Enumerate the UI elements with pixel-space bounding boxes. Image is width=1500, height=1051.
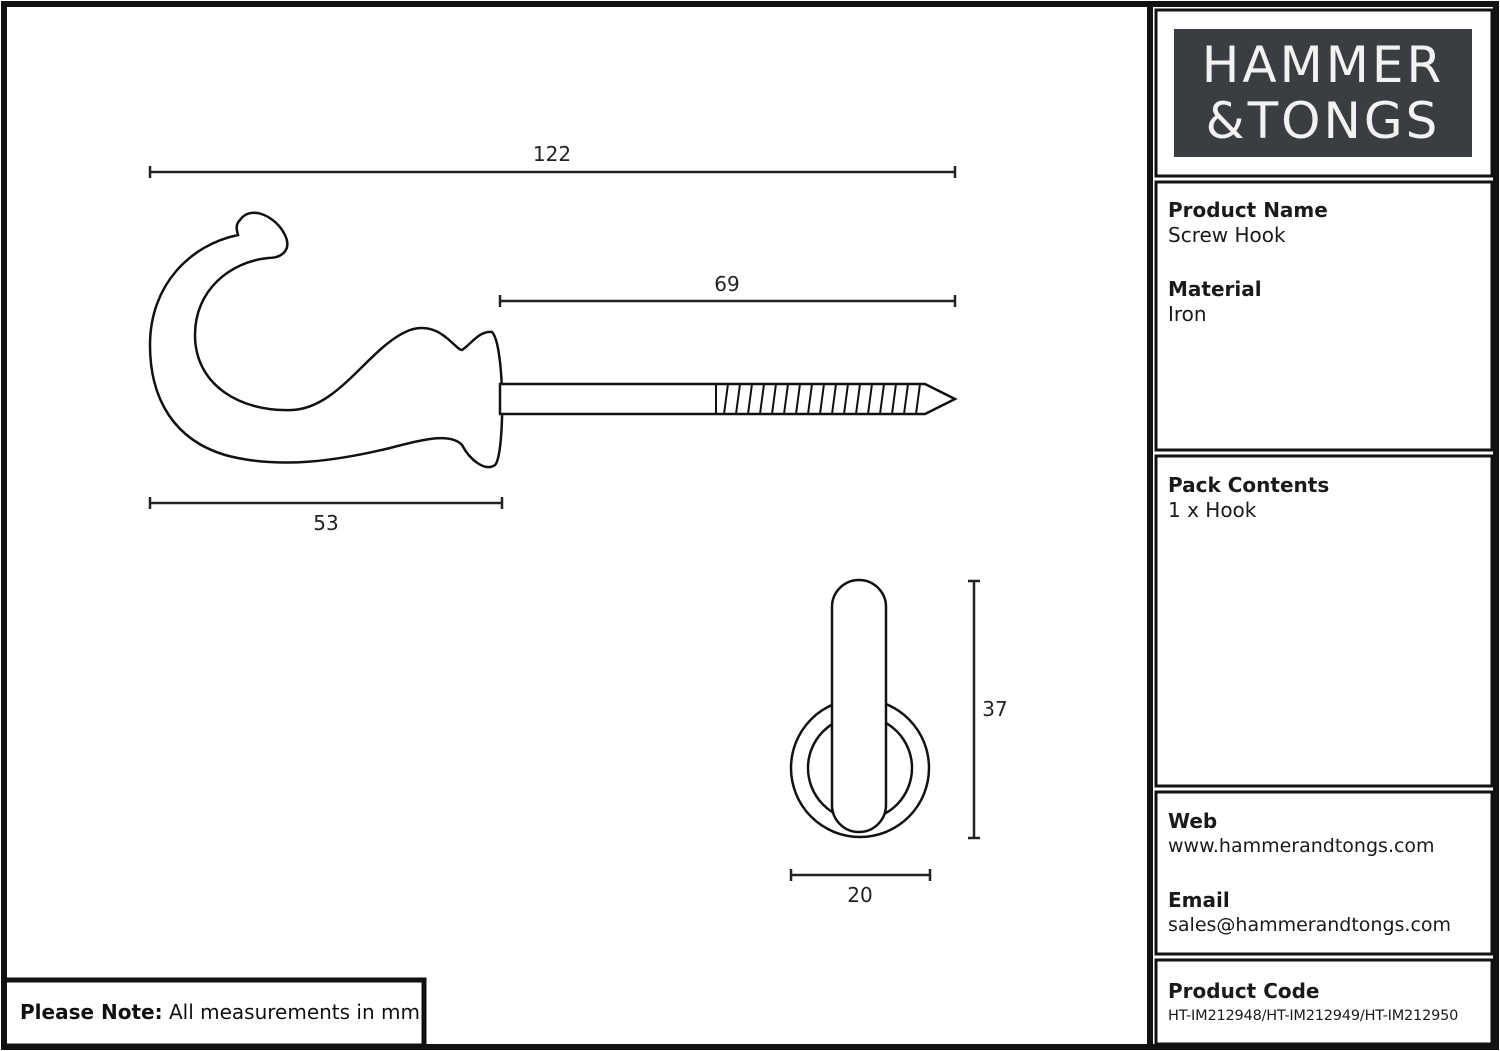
logo-text-line2: &TONGS: [1205, 92, 1441, 150]
material-label: Material: [1168, 277, 1262, 301]
dim-label-122: 122: [532, 142, 572, 166]
pack-contents-section: [1168, 473, 1488, 523]
product-name-label: Product Name: [1168, 198, 1328, 222]
product-code-label: Product Code: [1168, 979, 1320, 1003]
product-name-section: [1168, 198, 1488, 248]
hook-body: [150, 213, 502, 467]
pack-contents-label: Pack Contents: [1168, 473, 1330, 497]
email-value[interactable]: sales@hammerandtongs.com: [1168, 914, 1452, 936]
pack-contents-value: 1 x Hook: [1168, 498, 1257, 522]
email-label: Email: [1168, 888, 1230, 912]
web-label: Web: [1168, 809, 1218, 833]
dim-label-37: 37: [982, 697, 1008, 721]
note-label: Please Note:: [20, 1000, 163, 1024]
product-name-value: Screw Hook: [1168, 223, 1286, 247]
email-section: [1168, 888, 1488, 938]
material-section: [1168, 277, 1488, 327]
web-section: [1168, 809, 1488, 859]
logo-text-line1: HAMMER: [1201, 36, 1445, 94]
dim-label-69: 69: [714, 272, 740, 296]
dim-label-53: 53: [313, 511, 339, 535]
note-text: All measurements in mm: [168, 1000, 420, 1024]
hammer-and-tongs-logo: [1174, 29, 1472, 157]
web-value[interactable]: www.hammerandtongs.com: [1168, 835, 1435, 857]
material-value: Iron: [1168, 302, 1207, 326]
hook-front-view: [791, 580, 929, 837]
product-code-section: [1168, 979, 1488, 1029]
hook-side-view: [150, 213, 955, 467]
dim-label-20: 20: [847, 883, 873, 907]
measurement-note: [20, 1000, 420, 1024]
hook-stem: [832, 580, 886, 832]
product-code-value: HT-IM212948/HT-IM212949/HT-IM212950: [1168, 1008, 1459, 1024]
